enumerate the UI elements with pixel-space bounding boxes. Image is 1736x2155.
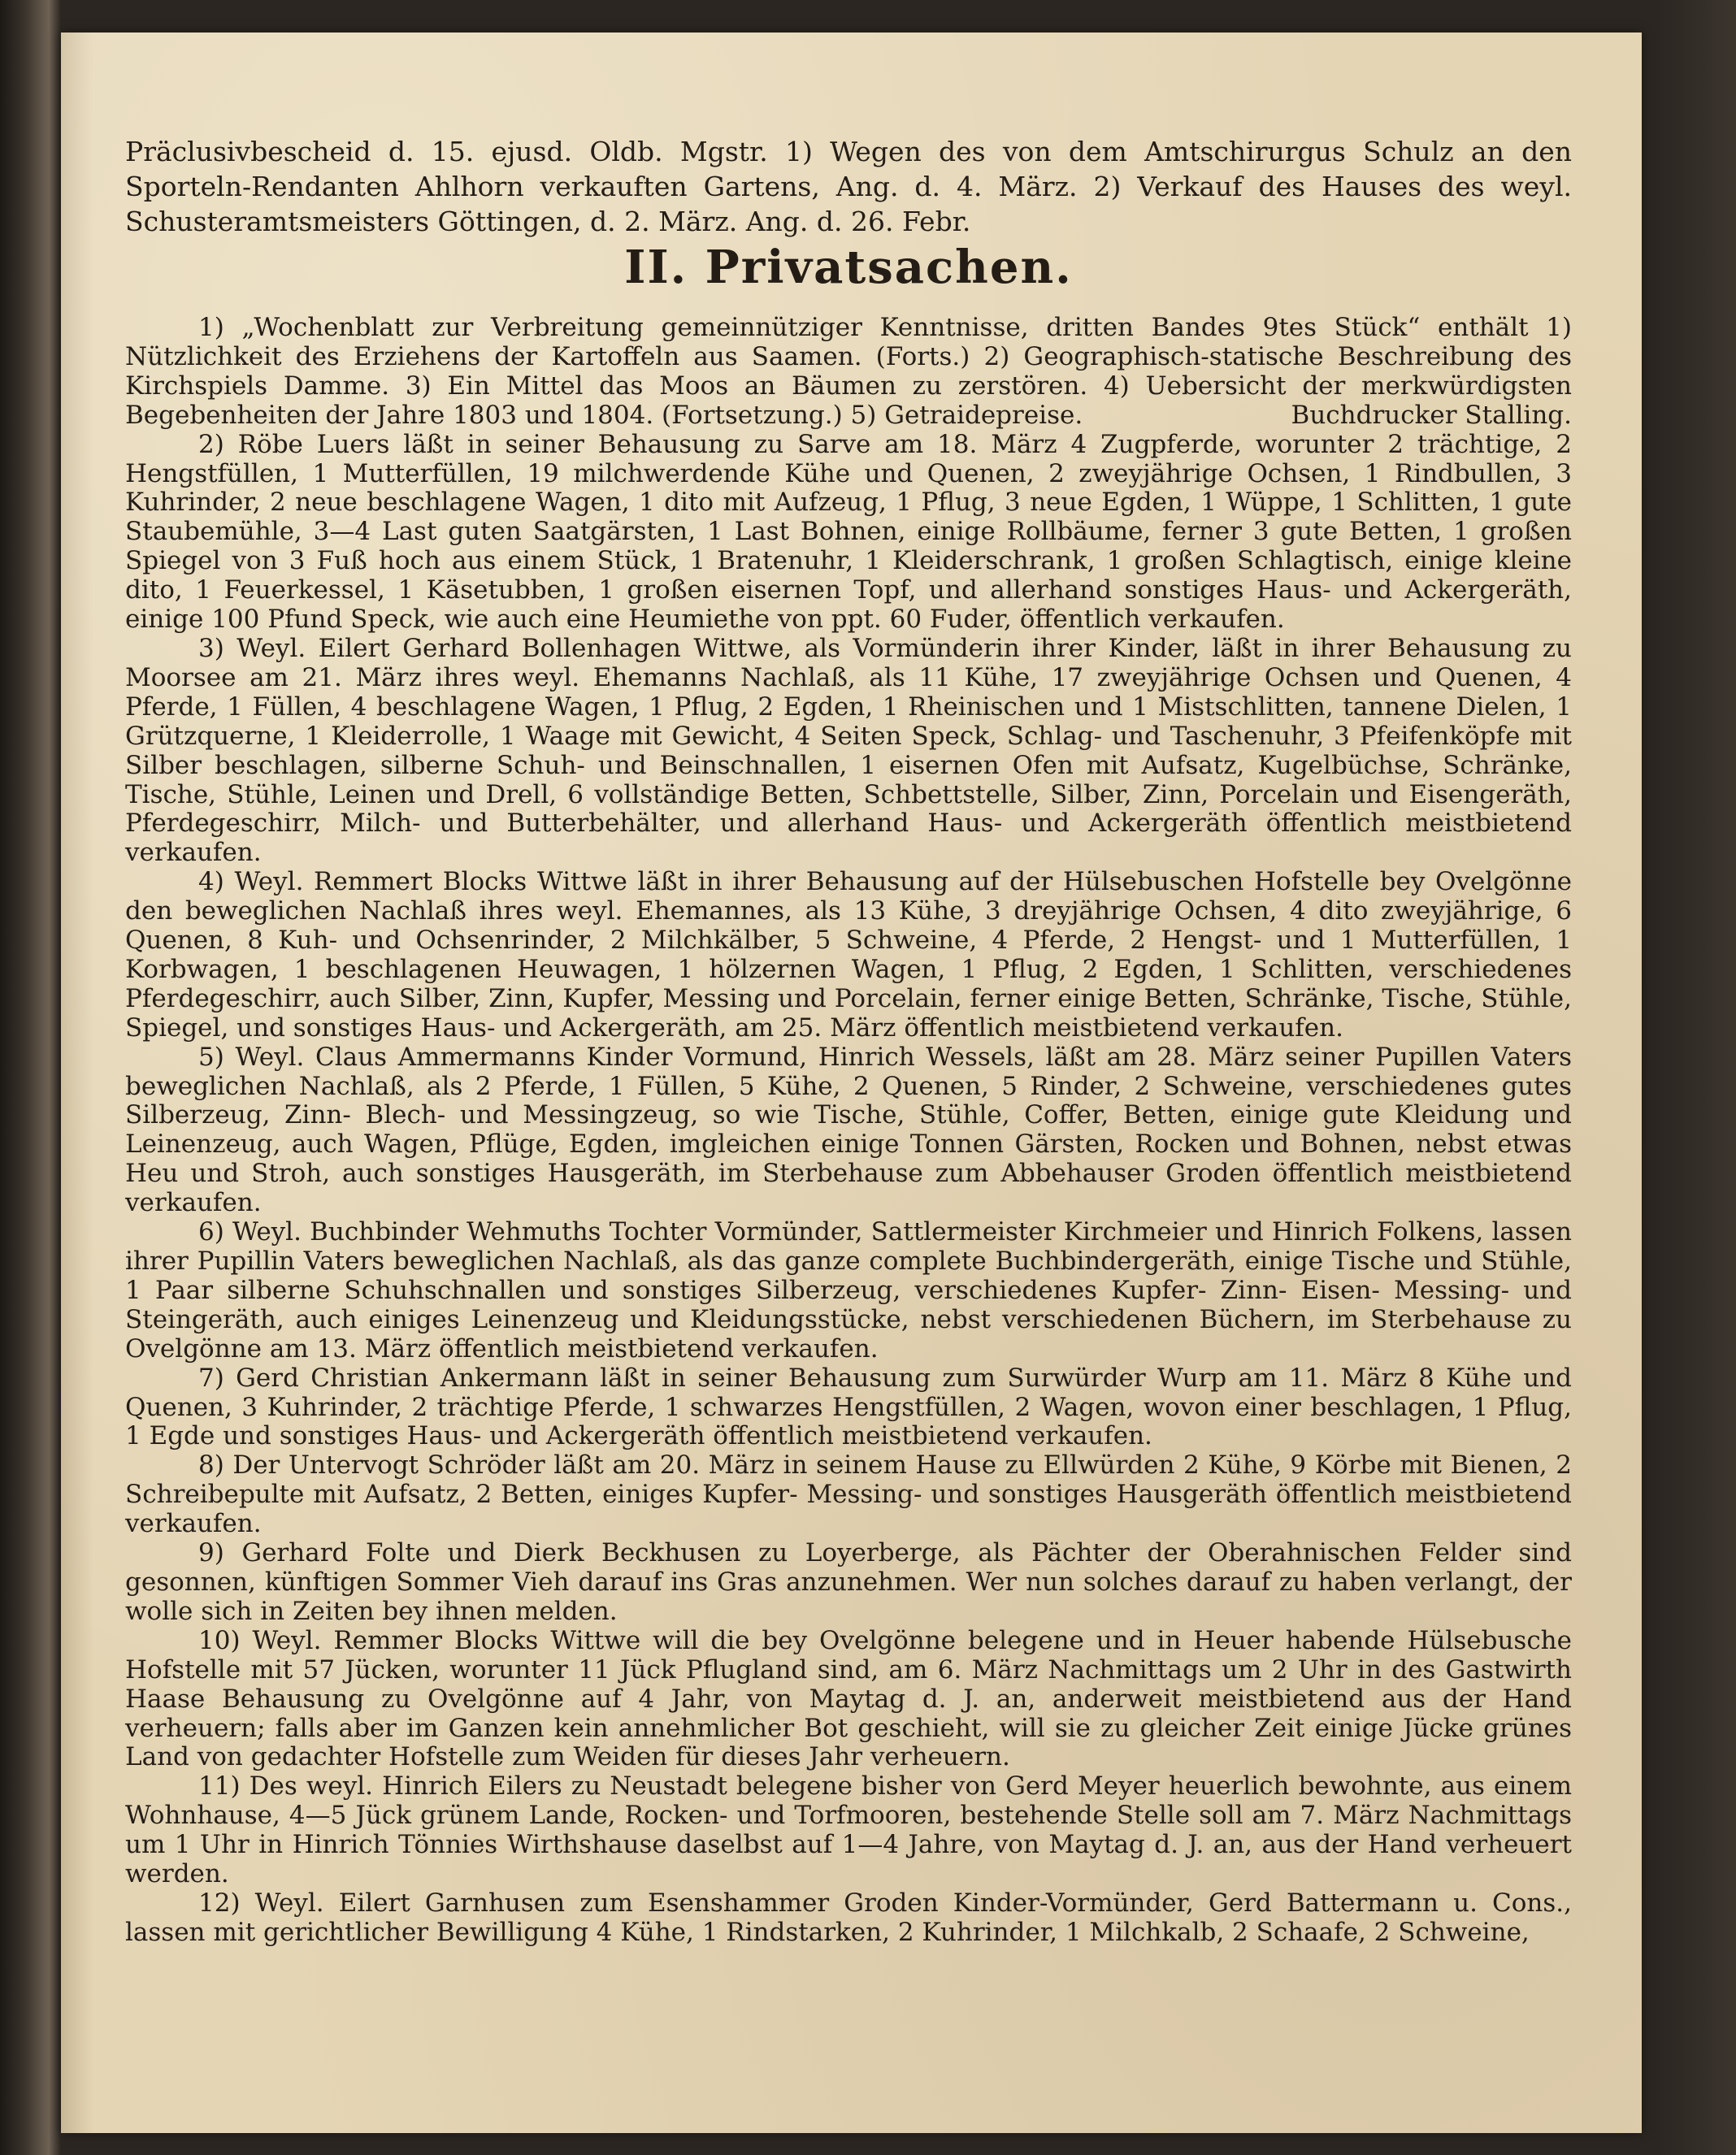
notice-item-9: 9) Gerhard Folte und Dierk Beckhusen zu Loyerberge, als Pächter der Oberahnischen Felder sind gesonnen, künftigen Sommer Vieh darauf ins Gras anzunehmen. Wer nun solches darauf zu haben verlangt, der wolle sich in Zeiten bey ihnen melden. bbox=[125, 1538, 1572, 1626]
notice-item-11: 11) Des weyl. Hinrich Eilers zu Neustadt belegene bisher von Gerd Meyer heuerlich bewohnte, aus einem Wohnhause, 4—5 Jück grünem Lande, Rocken- und Torfmooren, bestehende Stelle soll am 7. März Nachmittags um 1 Uhr in Hinrich Tönnies Wirthshause daselbst auf 1—4 Jahre, von Maytag d. J. an, aus der Hand verheuert werden. bbox=[125, 1771, 1572, 1889]
preclusion-notice: Präclusivbescheid d. 15. ejusd. Oldb. Mgstr. 1) Wegen des von dem Amtschirurgus Schulz an den Sporteln-Rendanten Ahlhorn verkauften Gartens, Ang. d. 4. März. 2) Verkauf des Hauses des weyl. Schusteramtsmeisters Göttingen, d. 2. März. Ang. d. 26. Febr. bbox=[125, 136, 1572, 237]
notice-item-1-text: 1) „Wochenblatt zur Verbreitung gemeinnütziger Kenntnisse, dritten Bandes 9tes Stück“ enthält 1) Nützlichkeit des Erziehens der Kartoffeln aus Saamen. (Forts.) 2) Geographisch-statische Beschreibung des Kirchspiels Damme. 3) Ein Mittel das Moos an Bäumen zu zerstören. 4) Uebersicht der merkwürdigsten Begebenheiten der Jahre 1803 und 1804. (Fortsetzung.) 5) Getraidepreise. bbox=[125, 313, 1572, 430]
notice-item-12: 12) Weyl. Eilert Garnhusen zum Esenshammer Groden Kinder-Vormünder, Gerd Battermann u. Cons., lassen mit gerichtlicher Bewilligung 4 Kühe, 1 Rindstarken, 2 Kuhrinder, 1 Milchkalb, 2 Schaafe, 2 Schweine, bbox=[125, 1888, 1572, 1947]
notice-item-1 bbox=[125, 314, 1572, 431]
notice-item-3: 3) Weyl. Eilert Gerhard Bollenhagen Wittwe, als Vormünderin ihrer Kinder, läßt in ihrer Behausung zu Moorsee am 21. März ihres weyl. Ehemanns Nachlaß, als 11 Kühe, 17 zweyjährige Ochsen und Quenen, 4 Pferde, 1 Füllen, 4 beschlagene Wagen, 1 Pflug, 2 Egden, 1 Rheinischen und 1 Mistschlitten, tannene Dielen, 1 Grützquerne, 1 Kleiderrolle, 1 Waage mit Gewicht, 4 Seiten Speck, Schlag- und Taschenuhr, 3 Pfeifenköpfe mit Silber beschlagen, silberne Schuh- und Beinschnallen, 1 eisernen Ofen mit Aufsatz, Kugelbüchse, Schränke, Tische, Stühle, Leinen und Drell, 6 vollständige Betten, Schbettstelle, Silber, Zinn, Porcelain und Eisengeräth, Pferdegeschirr, Milch- und Butterbehälter, und allerhand Haus- und Ackergeräth öffentlich meistbietend verkaufen. bbox=[125, 633, 1572, 868]
page-text bbox=[125, 134, 1572, 1948]
document-page bbox=[61, 33, 1642, 2133]
notice-item-7: 7) Gerd Christian Ankermann läßt in seiner Behausung zum Surwürder Wurp am 11. März 8 Kühe und Quenen, 3 Kuhrinder, 2 trächtige Pferde, 1 schwarzes Hengstfüllen, 2 Wagen, wovon einer beschlagen, 1 Pflug, 1 Egde und sonstiges Haus- und Ackergeräth öffentlich meistbietend verkaufen. bbox=[125, 1363, 1572, 1451]
notice-item-2: 2) Röbe Luers läßt in seiner Behausung zu Sarve am 18. März 4 Zugpferde, worunter 2 trächtige, 2 Hengstfüllen, 1 Mutterfüllen, 19 milchwerdende Kühe und Quenen, 2 zweyjährige Ochsen, 1 Rindbullen, 3 Kuhrinder, 2 neue beschlagene Wagen, 1 dito mit Aufzeug, 1 Pflug, 3 neue Egden, 1 Wüppe, 1 Schlitten, 1 gute Staubemühle, 3—4 Last guten Saatgärsten, 1 Last Bohnen, einige Rollbäume, ferner 3 gute Betten, 1 großen Spiegel von 3 Fuß hoch aus einem Stück, 1 Bratenuhr, 1 Kleiderschrank, 1 großen Schlagtisch, einige kleine dito, 1 Feuerkessel, 1 Käsetubben, 1 großen eisernen Topf, und allerhand sonstiges Haus- und Ackergeräth, einige 100 Pfund Speck, wie auch eine Heumiethe von ppt. 60 Fuder, öffentlich verkaufen. bbox=[125, 429, 1572, 635]
notice-item-6: 6) Weyl. Buchbinder Wehmuths Tochter Vormünder, Sattlermeister Kirchmeier und Hinrich Folkens, lassen ihrer Pupillin Vaters beweglichen Nachlaß, als das ganze complete Buchbindergeräth, einige Tische und Stühle, 1 Paar silberne Schuhschnallen und sonstiges Silberzeug, verschiedenes Kupfer- Zinn- Eisen- Messing- und Steingeräth, auch einiges Leinenzeug und Kleidungsstücke, nebst verschiedenen Büchern, im Sterbehause zu Ovelgönne am 13. März öffentlich meistbietend verkaufen. bbox=[125, 1217, 1572, 1364]
notice-item-8: 8) Der Untervogt Schröder läßt am 20. März in seinem Hause zu Ellwürden 2 Kühe, 9 Körbe mit Bienen, 2 Schreibepulte mit Aufsatz, 2 Betten, einiges Kupfer- Messing- und sonstiges Hausgeräth öffentlich meistbietend verkaufen. bbox=[125, 1450, 1572, 1539]
section-heading: II. Privatsachen. bbox=[624, 241, 1073, 294]
notice-item-4: 4) Weyl. Remmert Blocks Wittwe läßt in ihrer Behausung auf der Hülsebuschen Hofstelle bey Ovelgönne den beweglichen Nachlaß ihres weyl. Ehemannes, als 13 Kühe, 3 dreyjährige Ochsen, 4 dito zweyjährige, 6 Quenen, 8 Kuh- und Ochsenrinder, 2 Milchkälber, 5 Schweine, 4 Pferde, 2 Hengst- und 1 Mutterfüllen, 1 Korbwagen, 1 beschlagenen Heuwagen, 1 hölzernen Wagen, 1 Pflug, 2 Egden, 1 Schlitten, verschiedenes Pferdegeschirr, auch Silber, Zinn, Kupfer, Messing und Porcelain, ferner einige Betten, Schränke, Tische, Stühle, Spiegel, und sonstiges Haus- und Ackergeräth, am 25. März öffentlich meistbietend verkaufen. bbox=[125, 867, 1572, 1043]
notice-item-10: 10) Weyl. Remmer Blocks Wittwe will die bey Ovelgönne belegene und in Heuer habende Hülsebusche Hofstelle mit 57 Jücken, worunter 11 Jück Pflugland sind, am 6. März Nachmittags um 2 Uhr in des Gastwirth Haase Behausung zu Ovelgönne auf 4 Jahr, von Maytag d. J. an, anderweit meistbietend aus der Hand verheuern; falls aber im Ganzen kein annehmlicher Bot geschieht, will sie zu gleicher Zeit einige Jücke grünes Land von gedachter Hofstelle zum Weiden für dieses Jahr verheuern. bbox=[125, 1625, 1572, 1772]
notice-item-5: 5) Weyl. Claus Ammermanns Kinder Vormund, Hinrich Wessels, läßt am 28. März seiner Pupillen Vaters beweglichen Nachlaß, als 2 Pferde, 1 Füllen, 5 Kühe, 2 Quenen, 5 Rinder, 2 Schweine, verschiedenes gutes Silberzeug, Zinn- Blech- und Messingzeug, so wie Tische, Stühle, Coffer, Betten, einige gute Kleidung und Leinenzeug, auch Wagen, Pflüge, Egden, imgleichen einige Tonnen Gärsten, Rocken und Bohnen, nebst etwas Heu und Stroh, auch sonstiges Hausgeräth, im Sterbehause zum Abbehauser Groden öffentlich meistbietend verkaufen. bbox=[125, 1042, 1572, 1218]
printer-signoff: Buchdrucker Stalling. bbox=[1291, 400, 1572, 430]
